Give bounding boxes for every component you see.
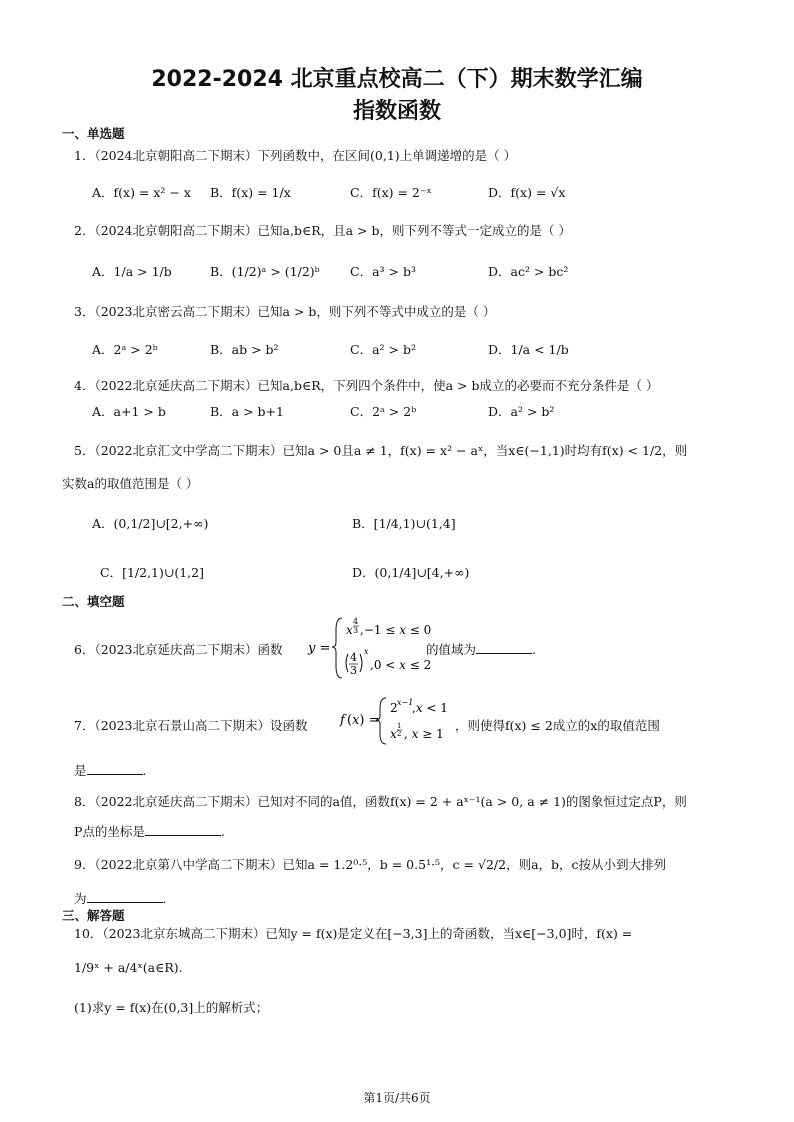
question-9-end: . <box>162 891 167 906</box>
question-1-option-c: C．f(x) = 2⁻ˣ <box>350 185 432 200</box>
question-2-option-c: C．a³ > b³ <box>350 264 416 279</box>
question-1-option-b: B．f(x) = 1/x <box>210 185 291 200</box>
question-6-tail <box>426 640 536 658</box>
svg-text:,x < 1: ,x < 1 <box>412 701 448 715</box>
question-5-stem-line2: 实数a的取值范围是（ ） <box>62 476 199 491</box>
question-4-option-a: A．a+1 > b <box>92 404 166 419</box>
section-heading-fill-blank: 二、填空题 <box>62 594 125 609</box>
question-6-answer-blank[interactable] <box>476 641 532 654</box>
question-7-answer-blank[interactable] <box>87 762 143 775</box>
question-8-end: . <box>220 824 225 839</box>
question-3-option-d: D．1/a < 1/b <box>488 342 569 357</box>
svg-text:3: 3 <box>350 664 357 677</box>
section-heading-answer: 三、解答题 <box>62 908 125 923</box>
svg-text:x: x <box>364 647 369 656</box>
question-10-stem: 10．（2023北京东城高二下期末）已知y = f(x)是定义在[−3,3]上的奇函数，当x∈[−3,0]时，f(x) = <box>74 926 633 941</box>
question-3-stem: 3．（2023北京密云高二下期末）已知a > b，则下列不等式中成立的是（ ） <box>74 304 496 319</box>
question-6-tail-text: 的值域为 <box>426 642 477 657</box>
svg-text:,0 < x ≤ 2: ,0 < x ≤ 2 <box>370 658 432 672</box>
question-6-stem: 6．（2023北京延庆高二下期末）函数 <box>74 642 283 657</box>
question-7-line2 <box>74 761 147 779</box>
question-9-answer-blank[interactable] <box>87 890 163 903</box>
section-heading-single-choice: 一、单选题 <box>62 126 125 141</box>
question-5-stem: 5．（2022北京汇文中学高二下期末）已知a > 0且a ≠ 1，f(x) = x² − aˣ，当x∈(−1,1)时均有f(x) < 1/2，则 <box>74 443 688 458</box>
question-4-option-b: B．a > b+1 <box>210 404 284 419</box>
question-6-end: . <box>532 642 536 657</box>
svg-text:x−1: x−1 <box>397 698 414 707</box>
question-1-option-a: A．f(x) = x² − x <box>92 185 191 200</box>
question-2-option-a: A．1/a > 1/b <box>92 264 172 279</box>
question-9-stem: 9．（2022北京第八中学高二下期末）已知a = 1.2⁰·⁵，b = 0.5¹·⁵，c = √2/2，则a，b，c按从小到大排列 <box>74 857 667 872</box>
svg-text:4: 4 <box>353 617 359 626</box>
svg-text:, x ≥ 1: , x ≥ 1 <box>404 727 444 741</box>
question-7-stem: 7．（2023北京石景山高二下期末）设函数 <box>74 718 308 733</box>
svg-text:4: 4 <box>350 651 357 664</box>
question-2-option-b: B．(1/2)ᵃ > (1/2)ᵇ <box>210 264 320 279</box>
question-6-piecewise-formula <box>308 610 432 684</box>
question-4-option-c: C．2ᵃ > 2ᵇ <box>350 404 417 419</box>
svg-text:1: 1 <box>397 722 402 730</box>
page-footer: 第1页/共6页 <box>363 1091 431 1105</box>
question-4-stem: 4．（2022北京延庆高二下期末）已知a,b∈R，下列四个条件中，使a > b成立的必要而不充分条件是（ ） <box>74 378 659 393</box>
question-10-line2: 1/9ˣ + a/4ˣ(a∈R). <box>74 960 183 975</box>
svg-text:2: 2 <box>390 701 398 715</box>
question-3-option-c: C．a² > b² <box>350 342 416 357</box>
question-5-option-b: B．[1/4,1)∪(1,4] <box>352 516 456 531</box>
question-3-option-b: B．ab > b² <box>210 342 279 357</box>
question-7-line2-text: 是 <box>74 763 87 778</box>
svg-text:x: x <box>346 623 353 637</box>
question-8-stem: 8．（2022北京延庆高二下期末）已知对不同的a值，函数f(x) = 2 + aˣ⁻¹(a > 0, a ≠ 1)的图象恒过定点P，则 <box>74 794 687 809</box>
question-9-line2 <box>74 889 167 907</box>
question-10-part1: (1)求y = f(x)在(0,3]上的解析式； <box>74 1000 269 1015</box>
question-8-line2 <box>74 822 225 840</box>
page-title: 2022-2024 北京重点校高二（下）期末数学汇编 <box>151 67 643 92</box>
question-1-option-d: D．f(x) = √x <box>488 185 566 200</box>
question-5-option-a: A．(0,1/2]∪[2,+∞) <box>92 516 209 531</box>
question-3-option-a: A．2ᵃ > 2ᵇ <box>92 342 158 357</box>
page-subtitle: 指数函数 <box>352 99 441 124</box>
question-4-option-d: D．a² > b² <box>488 404 555 419</box>
question-2-option-d: D．ac² > bc² <box>488 264 569 279</box>
svg-text:3: 3 <box>353 626 359 635</box>
svg-text:y =: y = <box>308 641 331 656</box>
svg-text:2: 2 <box>397 730 402 738</box>
question-2-stem: 2．（2024北京朝阳高二下期末）已知a,b∈R，且a > b，则下列不等式一定成立的是（ ） <box>74 223 571 238</box>
question-5-option-c: C．[1/2,1)∪(1,2] <box>100 565 204 580</box>
question-8-answer-blank[interactable] <box>145 823 221 836</box>
question-7-tail: ，则使得f(x) ≤ 2成立的x的取值范围 <box>455 718 660 733</box>
question-9-line2-text: 为 <box>74 891 87 906</box>
question-7-piecewise-formula <box>340 692 450 750</box>
question-5-option-d: D．(0,1/4]∪[4,+∞) <box>352 565 470 580</box>
svg-text:,−1 ≤ x ≤ 0: ,−1 ≤ x ≤ 0 <box>360 623 432 637</box>
question-8-line2-text: P点的坐标是 <box>74 824 145 839</box>
svg-text:x: x <box>390 727 397 741</box>
svg-text:f: f <box>340 713 345 728</box>
question-1-stem: 1．（2024北京朝阳高二下期末）下列函数中，在区间(0,1)上单调递增的是（ ） <box>74 148 517 163</box>
svg-text:(x) =: (x) = <box>347 713 380 728</box>
question-7-end: . <box>142 763 147 778</box>
